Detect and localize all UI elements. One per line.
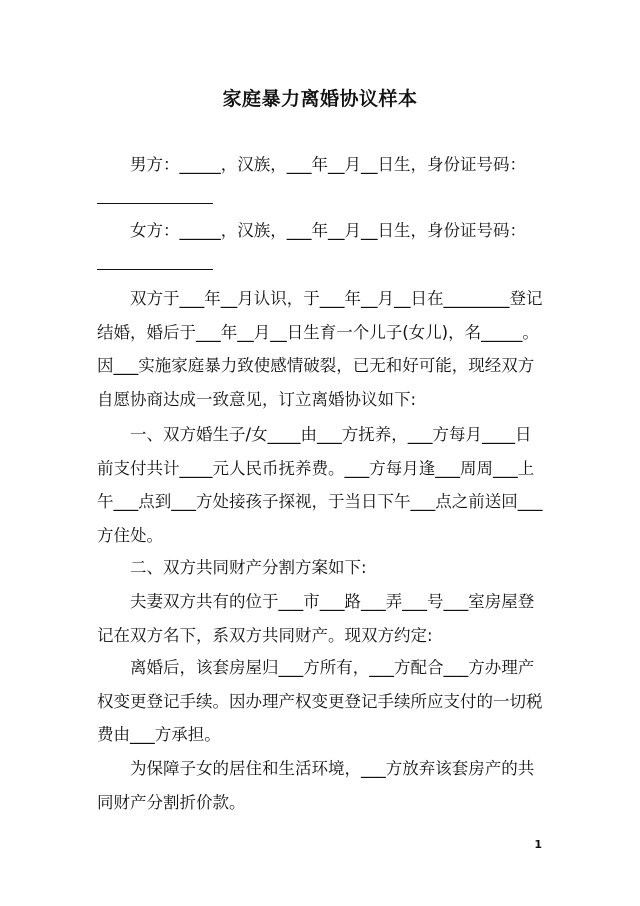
party-male-line: 男方：_____，汉族，___年__月__日生，身份证号码：	[130, 155, 526, 174]
paragraph-property-waiver: 为保障子女的居住和生活环境，___方放弃该套房产的共同财产分割折价款。	[97, 759, 535, 812]
id-number-blank	[97, 249, 213, 270]
paragraph-marriage-info: 双方于___年__月认识，于___年__月__日在________登记结婚，婚后于___年__月__日生育一个儿子(女儿)，名_____。因___实施家庭暴力致使感情破裂，已无和好可能，现经双方自愿协商达成一致意见，订立离婚协议如下:	[97, 289, 543, 409]
party-female-block	[97, 214, 547, 281]
paragraph-property-transfer: 离婚后，该套房屋归___方所有，___方配合___方办理产权变更登记手续。因办理产权变更登记手续所应支付的一切税费由___方承担。	[97, 658, 543, 744]
paragraph-property-heading: 二、双方共同财产分割方案如下:	[130, 558, 367, 577]
id-number-blank	[97, 183, 213, 204]
document-title: 家庭暴力离婚协议样本	[222, 88, 418, 110]
paragraph-child-custody: 一、双方婚生子/女____由___方抚养，___方每月____日前支付共计____元人民币抚养费。___方每月逢___周周___上午___点到___方处接孩子探视，于当日下午___点之前送回___方住处。	[97, 425, 543, 545]
party-female-line: 女方：_____，汉族，___年__月__日生，身份证号码：	[130, 221, 526, 240]
party-male-block	[97, 148, 547, 215]
paragraph-property-description: 夫妻双方共有的位于___市___路___弄___号___室房屋登记在双方名下，系双方共同财产。现双方约定:	[97, 592, 535, 645]
party-male-id-line	[97, 182, 547, 216]
party-female-id-line	[97, 248, 547, 282]
page-number: 1	[534, 838, 542, 851]
